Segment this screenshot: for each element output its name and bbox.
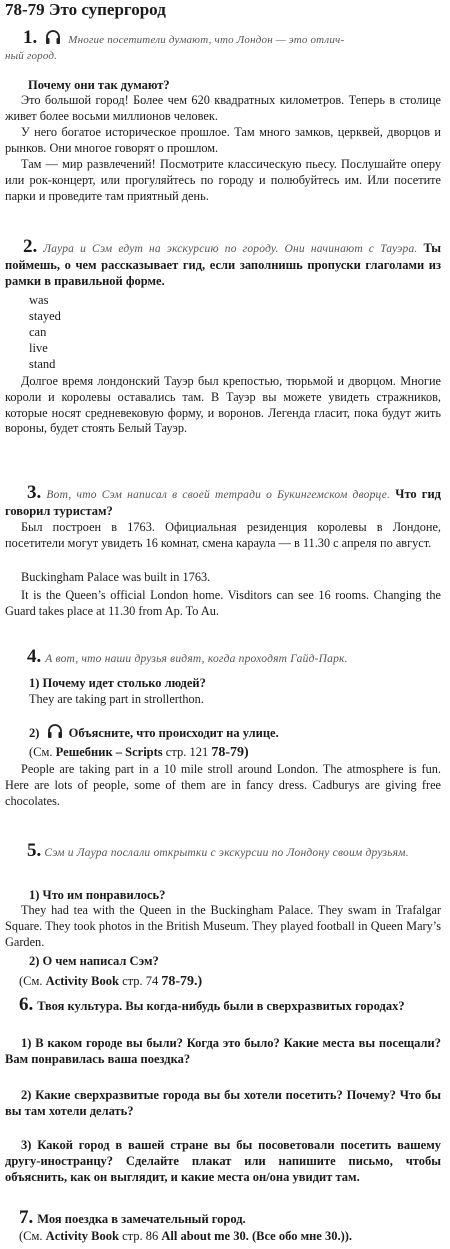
exercise-3-task-italic: Вот, что Сэм написал в своей тетради о Букингемском дворце. <box>46 489 391 501</box>
exercise-7-reference <box>19 1228 352 1244</box>
exercise-5-answer-1: They had tea with the Queen in the Buckingham Palace. They swam in Trafalgar Square. They took photos in the British Museum. They played football in Queen Mary’s Garden. <box>5 903 441 949</box>
reference-page: стр. 74 <box>122 974 159 988</box>
exercise-1-number: 1. <box>23 27 38 48</box>
reference-prefix: (См. <box>19 1229 43 1243</box>
exercise-1-paragraph-3: Там — мир развлечений! Посмотрите классическую пьесу. Послушайте оперу или рок-концерт, или прогуляйтесь по городу и полюбуйтесь им. Или посетите парки и проведите там приятный день. <box>5 157 441 203</box>
exercise-2-paragraph: Долгое время лондонский Тауэр был крепостью, тюрьмой и дворцом. Многие короли и королевы оставались там. В Тауэр вы можете увидеть стражников, которые носят средневековую форму, и воронов. Легенда гласит, пока будут жить вороны, будет стоять Белый Тауэр. <box>5 374 441 436</box>
word-box-item: stand <box>29 357 56 371</box>
exercise-7-number: 7. <box>19 1207 34 1228</box>
reference-unit: 78-79) <box>211 745 249 760</box>
exercise-4-question-2-text: Объясните, что происходит на улице. <box>68 726 279 740</box>
exercise-7-task <box>19 1208 246 1228</box>
exercise-4-reference <box>29 744 249 761</box>
exercise-3-task <box>5 483 441 519</box>
exercise-4-header <box>27 647 348 667</box>
exercise-6-number: 6. <box>19 994 34 1015</box>
reference-prefix: (См. <box>19 974 43 988</box>
exercise-3-paragraph-2: Buckingham Palace was built in 1763. <box>21 570 211 584</box>
exercise-4-number: 4. <box>27 646 42 667</box>
reference-book: Activity Book <box>45 974 119 988</box>
exercise-6-question-1: 1) В каком городе вы были? Когда это было? Какие места вы посещали? Вам понравилась ваша поездка? <box>5 1036 441 1066</box>
exercise-5-question-1: 1) Что им понравилось? <box>29 888 166 902</box>
exercise-2-task-italic: Лаура и Сэм едут на экскурсию по городу. Они начинают с Тауэра. <box>43 243 418 255</box>
exercise-4-task-italic: А вот, что наши друзья видят, когда проходят Гайд-Парк. <box>45 653 348 665</box>
exercise-1-paragraph-2: У него богатое историческое прошлое. Там много замков, церквей, дворцов и рынков. Они многое говорят о прошлом. <box>5 125 441 155</box>
exercise-7-task-text: Моя поездка в замечательный город. <box>37 1212 246 1226</box>
reference-prefix: (См. <box>29 745 53 759</box>
exercise-4-question-2-number: 2) <box>29 726 40 740</box>
word-box-item: can <box>29 325 47 339</box>
exercise-5-question-2: 2) О чем написал Сэм? <box>29 954 159 968</box>
exercise-4-question-2 <box>29 724 279 743</box>
exercise-5-task <box>5 841 441 861</box>
exercise-4-question-1: 1) Почему идет столько людей? <box>29 676 206 690</box>
reference-page: стр. 86 <box>122 1229 159 1243</box>
exercise-2-number: 2. <box>23 236 38 257</box>
exercise-1-task-line2: ный город. <box>5 50 58 62</box>
word-box <box>29 292 61 372</box>
exercise-3-task-bold: Что гид говорил туристам? <box>5 487 442 518</box>
page-title: 78-79 Это супергород <box>5 0 166 19</box>
word-box-item: was <box>29 293 49 307</box>
exercise-2-task <box>5 237 441 289</box>
reference-section-translation: (Все обо мне 30.)). <box>251 1229 353 1243</box>
exercise-1-paragraph-1: Это большой город! Более чем 620 квадратных километров. Теперь в столице живет более восьми миллионов человек. <box>5 93 441 123</box>
exercise-6-task-text: Твоя культура. Вы когда-нибудь были в сверхразвитых городах? <box>37 999 405 1013</box>
exercise-3-paragraph-1: Был построен в 1763. Официальная резиденция королевы в Лондоне, посетители могут увидеть 16 комнат, смена караула — в 11.30 с апреля по август. <box>5 520 441 550</box>
exercise-6-task <box>5 995 441 1015</box>
exercise-5-number: 5. <box>27 840 42 861</box>
word-box-item: stayed <box>29 309 61 323</box>
exercise-4-answer-1: They are taking part in strollerthon. <box>29 692 204 706</box>
reference-book: Activity Book <box>45 1229 119 1243</box>
headphones-icon <box>45 30 61 50</box>
reference-page: стр. 121 <box>165 745 209 759</box>
exercise-5-reference <box>19 973 202 990</box>
headphones-icon <box>47 724 63 743</box>
exercise-1-header <box>23 28 443 50</box>
exercise-3-number: 3. <box>27 482 42 503</box>
exercise-5-task-italic: Сэм и Лаура послали открытки с экскурсии по Лондону своим друзьям. <box>44 847 409 859</box>
exercise-3-paragraph-3: It is the Queen’s official London home. Visditors can see 16 rooms. Changing the Guard takes place at 11.30 from Ap. To Au. <box>5 588 441 618</box>
exercise-6-question-3: 3) Какой город в вашей стране вы бы посоветовали посетить вашему другу-иностранцу? Сделайте плакат или напишите письмо, чтобы объяснить, как он выглядит, и какие места он/она увидит там. <box>5 1138 441 1184</box>
reference-unit: 78-79.) <box>161 974 203 989</box>
reference-book: Решебник – Scripts <box>55 745 163 759</box>
exercise-1-question: Почему они так думают? <box>28 78 170 92</box>
exercise-1-task-line1: Многие посетители думают, что Лондон — это отлич- <box>68 34 345 46</box>
exercise-2-task-bold: Ты поймешь, о чем рассказывает гид, если заполнишь пропуски глаголами из рамки в правильной форме. <box>5 241 441 288</box>
exercise-4-paragraph: People are taking part in a 10 mile stroll around London. The atmosphere is fun. Here are lots of people, some of them are in fancy dress. Cadburys are giving free chocolates. <box>5 762 441 808</box>
word-box-item: live <box>29 341 48 355</box>
exercise-6-question-2: 2) Какие сверхразвитые города вы бы хотели посетить? Почему? Что бы вы там хотели делать? <box>5 1088 441 1118</box>
reference-section: All about me 30. <box>161 1229 249 1243</box>
